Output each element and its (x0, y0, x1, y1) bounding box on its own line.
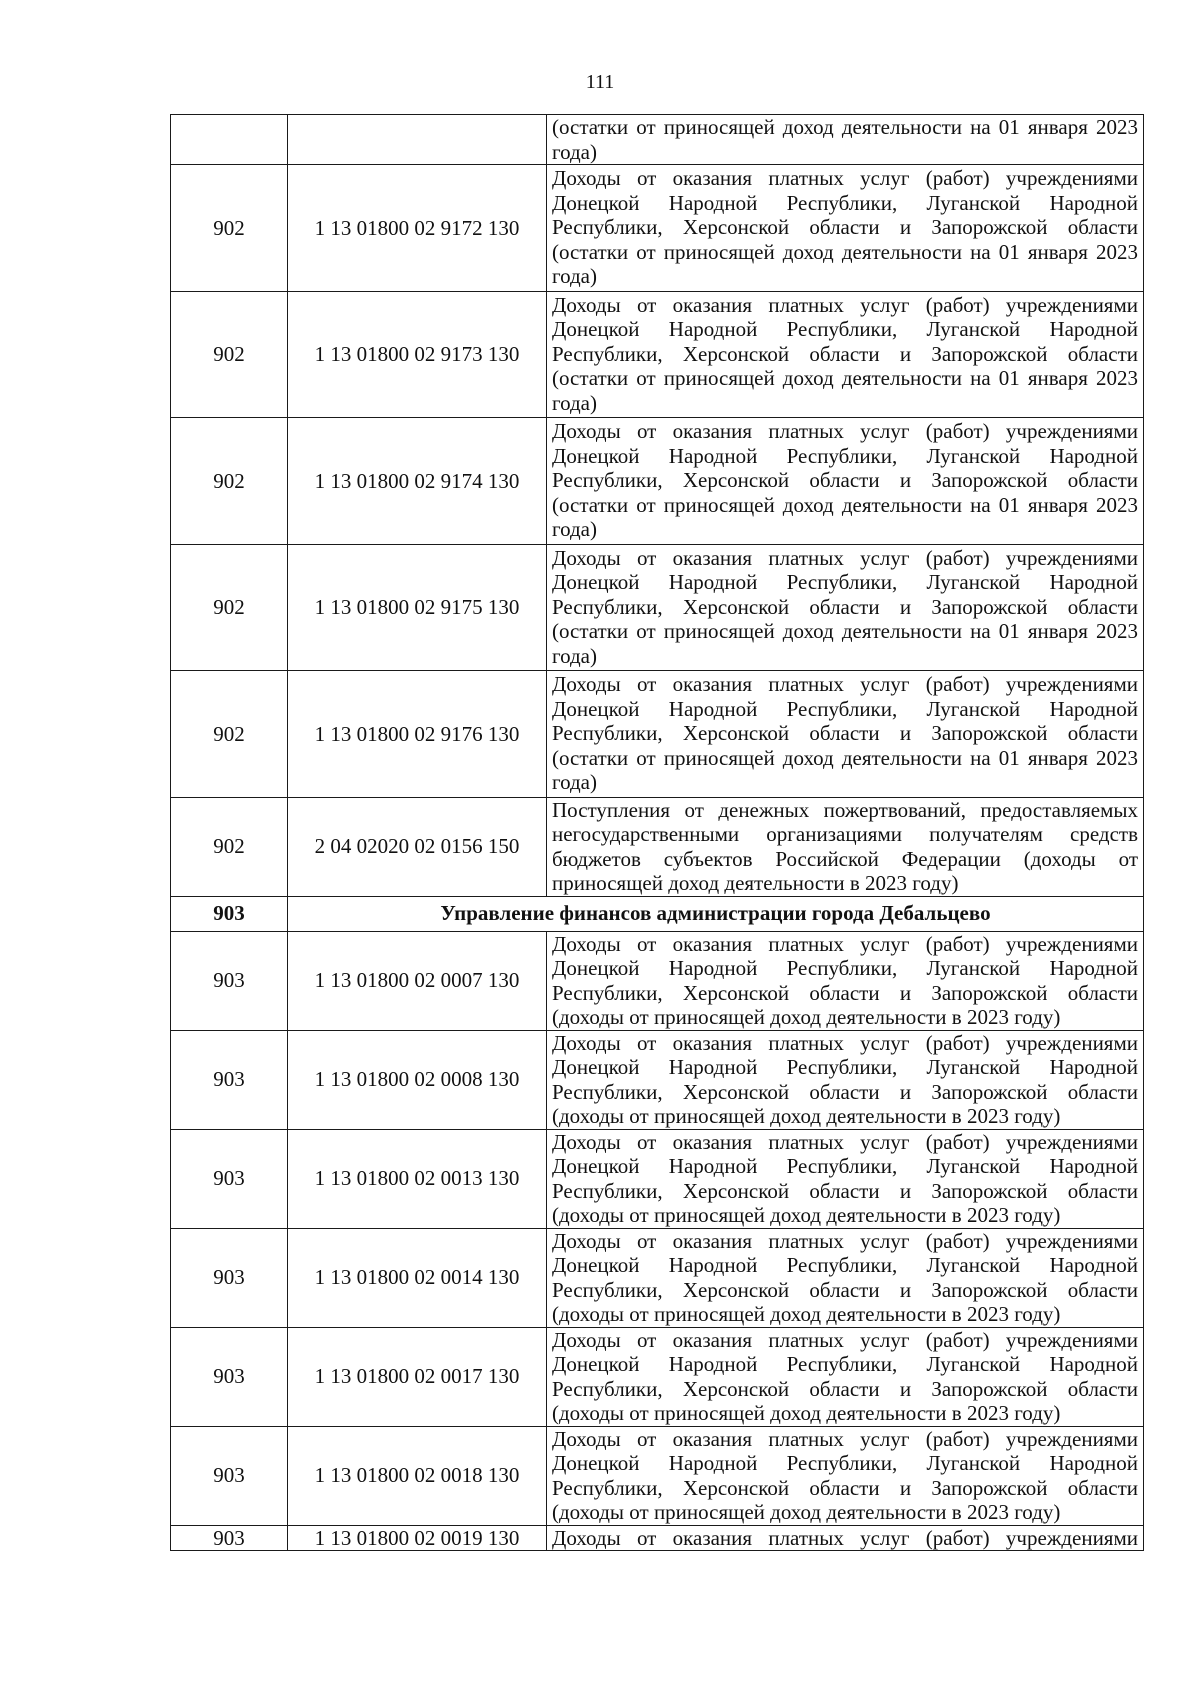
table-row (171, 1327, 1144, 1426)
description-cell: Доходы от оказания платных услуг (работ) учреждениями Донецкой Народной Республики, Луганской Народной Республики, Херсонской области и Запорожской области (доходы от приносящей доход деятельности в 2023 году) (547, 1228, 1144, 1327)
description-cell: Доходы от оказания платных услуг (работ) учреждениями Донецкой Народной Республики, Луганской Народной Республики, Херсонской области и Запорожской области (остатки от приносящей доход деятельности на 01 января 2023 года) (547, 291, 1144, 418)
admin-code-cell: 902 (171, 165, 288, 292)
description-cell: Поступления от денежных пожертвований, предоставляемых негосударственными организациями получателям средств бюджетов субъектов Российской Федерации (доходы от приносящей доход деятельности в 2023 году) (547, 797, 1144, 896)
budget-code-cell: 1 13 01800 02 9172 130 (288, 165, 547, 292)
description-cell: Доходы от оказания платных услуг (работ) учреждениями Донецкой Народной Республики, Луганской Народной Республики, Херсонской области и Запорожской области (остатки от приносящей доход деятельности на 01 января 2023 года) (547, 544, 1144, 671)
table-row (171, 797, 1144, 896)
admin-code-cell: 902 (171, 671, 288, 798)
admin-code-cell: 902 (171, 418, 288, 545)
table-row (171, 1228, 1144, 1327)
admin-code-cell: 903 (171, 931, 288, 1030)
budget-code-cell: 1 13 01800 02 0018 130 (288, 1426, 547, 1525)
group-admin-code: 903 (171, 896, 288, 931)
admin-code-cell: 902 (171, 797, 288, 896)
description-cell: Доходы от оказания платных услуг (работ) учреждениями Донецкой Народной Республики, Луганской Народной Республики, Херсонской области и Запорожской области (доходы от приносящей доход деятельности в 2023 году) (547, 1030, 1144, 1129)
group-title: Управление финансов администрации города Дебальцево (288, 896, 1144, 931)
admin-code-cell: 903 (171, 1426, 288, 1525)
budget-code-cell: 1 13 01800 02 0017 130 (288, 1327, 547, 1426)
description-cell: Доходы от оказания платных услуг (работ) учреждениями Донецкой Народной Республики, Луганской Народной Республики, Херсонской области и Запорожской области (остатки от приносящей доход деятельности на 01 января 2023 года) (547, 671, 1144, 798)
admin-code-cell: 903 (171, 1030, 288, 1129)
admin-code-cell: 903 (171, 1129, 288, 1228)
table-row (171, 1129, 1144, 1228)
description-cell: Доходы от оказания платных услуг (работ) учреждениями Донецкой Народной Республики, Луганской Народной Республики, Херсонской области и Запорожской области (доходы от приносящей доход деятельности в 2023 году) (547, 1327, 1144, 1426)
budget-code-cell: 1 13 01800 02 0019 130 (288, 1525, 547, 1551)
table-row (171, 165, 1144, 292)
table-row (171, 544, 1144, 671)
description-cell: Доходы от оказания платных услуг (работ) учреждениями Донецкой Народной Республики, Луганской Народной Республики, Херсонской области и Запорожской области (доходы от приносящей доход деятельности в 2023 году) (547, 1129, 1144, 1228)
table-row (171, 1426, 1144, 1525)
admin-code-cell: 903 (171, 1228, 288, 1327)
description-cell: Доходы от оказания платных услуг (работ) учреждениями (547, 1525, 1144, 1551)
revenue-codes-table (170, 114, 1144, 1551)
budget-code-cell (288, 115, 547, 165)
admin-code-cell: 903 (171, 1525, 288, 1551)
admin-code-cell: 903 (171, 1327, 288, 1426)
description-cell: Доходы от оказания платных услуг (работ) учреждениями Донецкой Народной Республики, Луганской Народной Республики, Херсонской области и Запорожской области (доходы от приносящей доход деятельности в 2023 году) (547, 931, 1144, 1030)
description-cell: Доходы от оказания платных услуг (работ) учреждениями Донецкой Народной Республики, Луганской Народной Республики, Херсонской области и Запорожской области (остатки от приносящей доход деятельности на 01 января 2023 года) (547, 418, 1144, 545)
administrator-group-row (171, 896, 1144, 931)
budget-code-cell: 1 13 01800 02 9176 130 (288, 671, 547, 798)
page-number: 111 (585, 71, 615, 93)
table-row (171, 291, 1144, 418)
table-row (171, 418, 1144, 545)
table-row (171, 1525, 1144, 1551)
admin-code-cell: 902 (171, 544, 288, 671)
description-cell: (остатки от приносящей доход деятельности на 01 января 2023 года) (547, 115, 1144, 165)
admin-code-cell: 902 (171, 291, 288, 418)
budget-code-cell: 1 13 01800 02 9173 130 (288, 291, 547, 418)
table-row (171, 1030, 1144, 1129)
budget-code-cell: 1 13 01800 02 9175 130 (288, 544, 547, 671)
budget-code-cell: 1 13 01800 02 9174 130 (288, 418, 547, 545)
budget-code-cell: 1 13 01800 02 0007 130 (288, 931, 547, 1030)
table-row (171, 671, 1144, 798)
admin-code-cell (171, 115, 288, 165)
budget-code-cell: 1 13 01800 02 0008 130 (288, 1030, 547, 1129)
description-cell: Доходы от оказания платных услуг (работ) учреждениями Донецкой Народной Республики, Луганской Народной Республики, Херсонской области и Запорожской области (остатки от приносящей доход деятельности на 01 января 2023 года) (547, 165, 1144, 292)
table-row (171, 115, 1144, 165)
table-row (171, 931, 1144, 1030)
budget-code-cell: 2 04 02020 02 0156 150 (288, 797, 547, 896)
budget-code-cell: 1 13 01800 02 0014 130 (288, 1228, 547, 1327)
budget-code-cell: 1 13 01800 02 0013 130 (288, 1129, 547, 1228)
description-cell: Доходы от оказания платных услуг (работ) учреждениями Донецкой Народной Республики, Луганской Народной Республики, Херсонской области и Запорожской области (доходы от приносящей доход деятельности в 2023 году) (547, 1426, 1144, 1525)
